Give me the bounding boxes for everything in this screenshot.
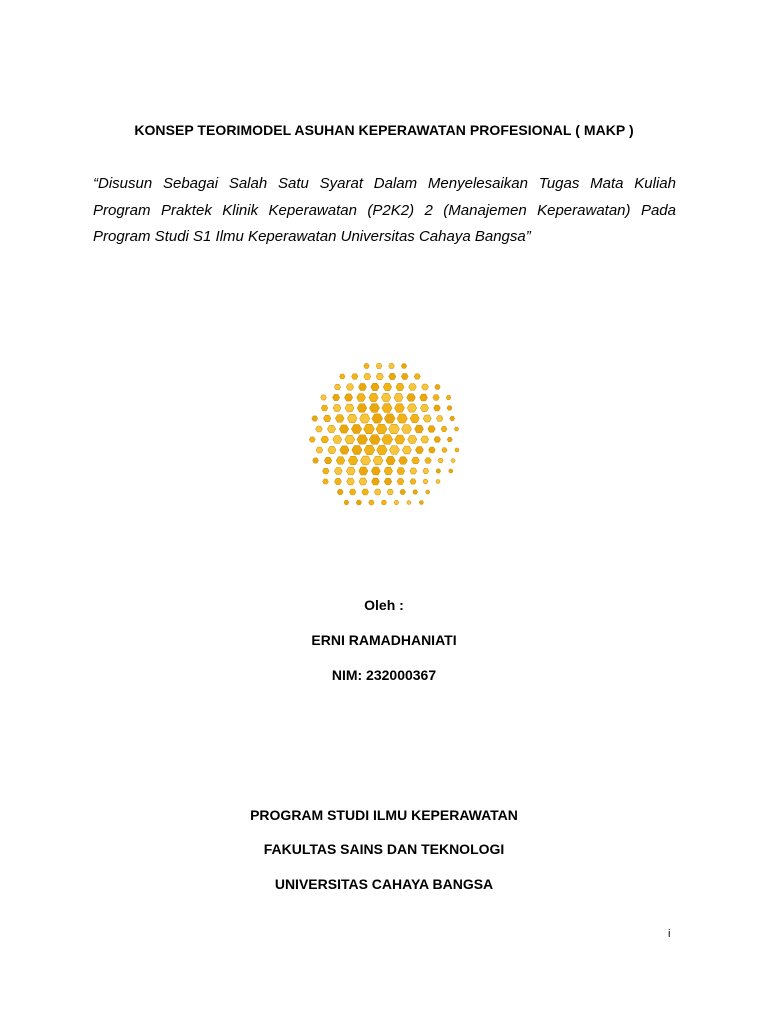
honeycomb-cell — [423, 468, 429, 473]
honeycomb-cell — [423, 479, 428, 483]
honeycomb-cell — [332, 394, 339, 400]
honeycomb-cell — [420, 404, 428, 411]
honeycomb-cell — [433, 395, 440, 401]
honeycomb-cell — [447, 406, 452, 410]
honeycomb-cell — [384, 467, 393, 475]
honeycomb-cell — [327, 425, 335, 432]
honeycomb-cell — [394, 404, 404, 413]
honeycomb-cell — [345, 435, 355, 444]
honeycomb-cell — [428, 426, 436, 433]
honeycomb-cell — [323, 415, 331, 422]
honeycomb-cell — [372, 478, 380, 485]
honeycomb-cell — [415, 425, 424, 433]
honeycomb-cell — [323, 479, 329, 484]
honeycomb-cell — [447, 437, 452, 441]
honeycomb-cell — [389, 373, 396, 379]
honeycomb-cell — [382, 435, 393, 445]
honeycomb-cell — [387, 489, 393, 495]
honeycomb-cell — [412, 457, 420, 464]
honeycomb-cell — [394, 500, 399, 504]
honeycomb-cell — [347, 414, 357, 422]
honeycomb-cell — [376, 424, 387, 434]
honeycomb-cell — [362, 489, 369, 495]
honeycomb-cell — [334, 384, 340, 390]
institution-program: PROGRAM STUDI ILMU KEPERAWATAN — [250, 807, 518, 823]
honeycomb-cell — [421, 436, 429, 443]
honeycomb-cell — [422, 384, 429, 390]
institution-university: UNIVERSITAS CAHAYA BANGSA — [274, 876, 494, 892]
honeycomb-cell — [352, 374, 359, 380]
honeycomb-cell — [399, 457, 408, 465]
honeycomb-cell — [397, 414, 407, 423]
honeycomb-cell — [333, 405, 341, 412]
honeycomb-cell — [309, 437, 315, 442]
honeycomb-cell — [400, 490, 406, 495]
honeycomb-sphere-icon — [300, 358, 468, 518]
honeycomb-cell — [438, 458, 443, 463]
honeycomb-cell — [441, 426, 447, 431]
honeycomb-cell — [395, 435, 405, 444]
honeycomb-cell — [386, 456, 395, 464]
honeycomb-cell — [360, 414, 370, 423]
honeycomb-cell — [369, 393, 378, 401]
honeycomb-cell — [312, 416, 318, 421]
honeycomb-cell — [435, 385, 441, 390]
honeycomb-cell — [359, 478, 367, 485]
honeycomb-cell — [356, 500, 361, 505]
honeycomb-cell — [409, 384, 417, 391]
honeycomb-cell — [364, 424, 375, 433]
author-by-label: Oleh : — [364, 597, 404, 613]
honeycomb-cell — [369, 404, 379, 413]
honeycomb-cell — [360, 456, 370, 465]
honeycomb-cell — [381, 393, 391, 401]
honeycomb-cell — [446, 395, 451, 399]
honeycomb-cell — [313, 458, 319, 463]
honeycomb-cell — [348, 456, 358, 464]
honeycomb-cell — [322, 468, 329, 474]
honeycomb-cell — [394, 393, 403, 401]
honeycomb-cell — [358, 383, 366, 390]
honeycomb-cell — [455, 448, 459, 452]
honeycomb-cell — [357, 435, 368, 444]
honeycomb-cell — [442, 448, 447, 453]
honeycomb-cell — [337, 489, 343, 494]
honeycomb-cell — [357, 394, 366, 402]
honeycomb-cell — [436, 416, 443, 422]
honeycomb-cell — [369, 500, 375, 505]
honeycomb-cell — [397, 468, 405, 475]
honeycomb-cell — [420, 394, 428, 401]
honeycomb-cell — [376, 373, 383, 379]
honeycomb-cell — [364, 373, 371, 379]
honeycomb-cell — [415, 447, 423, 454]
honeycomb-cell — [351, 425, 361, 434]
honeycomb-cell — [407, 501, 411, 505]
honeycomb-cell — [357, 404, 367, 412]
honeycomb-cell — [436, 469, 441, 473]
honeycomb-cell — [384, 414, 395, 423]
honeycomb-cell — [344, 500, 349, 504]
honeycomb-cell — [364, 364, 370, 369]
honeycomb-cell — [344, 394, 352, 401]
honeycomb-cell — [321, 436, 329, 443]
honeycomb-cell — [423, 415, 431, 422]
honeycomb-cell — [402, 446, 411, 454]
honeycomb-cell — [419, 501, 423, 505]
honeycomb-cell — [339, 374, 345, 379]
honeycomb-cell — [328, 446, 336, 453]
honeycomb-cell — [429, 447, 436, 453]
honeycomb-cell — [401, 364, 407, 369]
honeycomb-cell — [410, 414, 419, 422]
honeycomb-cell — [349, 489, 356, 495]
honeycomb-cell — [321, 395, 327, 400]
honeycomb-cell — [339, 425, 349, 433]
honeycomb-cell — [434, 405, 441, 411]
author-name: ERNI RAMADHANIATI — [311, 632, 457, 648]
honeycomb-cell — [316, 426, 323, 432]
honeycomb-cell — [377, 445, 388, 454]
honeycomb-cell — [381, 500, 386, 505]
document-title: KONSEP TEORIMODEL ASUHAN KEPERAWATAN PROFESIONAL ( MAKP ) — [134, 122, 634, 138]
honeycomb-cell — [425, 458, 432, 464]
honeycomb-cell — [336, 457, 345, 465]
honeycomb-cell — [376, 363, 382, 368]
honeycomb-cell — [389, 446, 399, 455]
honeycomb-cell — [371, 467, 380, 475]
honeycomb-cell — [333, 436, 342, 444]
honeycomb-cell — [382, 404, 392, 413]
honeycomb-cell — [371, 383, 379, 390]
honeycomb-cell — [346, 467, 355, 475]
honeycomb-cell — [369, 435, 380, 445]
honeycomb-cell — [450, 416, 455, 420]
honeycomb-cell — [407, 394, 416, 402]
honeycomb-cell — [335, 415, 344, 423]
honeycomb-cell — [372, 414, 383, 423]
honeycomb-cell — [383, 383, 392, 390]
honeycomb-cell — [434, 437, 441, 443]
document-subtitle: “Disusun Sebagai Salah Satu Syarat Dalam Menyelesaikan Tugas Mata Kuliah Program Praktek Klinik Keperawatan (P2K2) 2 (Manajemen Keperawatan) Pada Program Studi S1 Ilmu Keperawatan Universitas Cahaya Bangsa” — [93, 175, 676, 245]
institution-faculty: FAKULTAS SAINS DAN TEKNOLOGI — [263, 841, 505, 857]
honeycomb-cell — [396, 383, 404, 390]
honeycomb-cell — [340, 446, 349, 454]
honeycomb-cell — [346, 384, 353, 390]
honeycomb-cell — [408, 436, 417, 444]
honeycomb-cell — [407, 404, 417, 412]
honeycomb-cell — [413, 490, 418, 494]
honeycomb-cell — [389, 363, 395, 368]
honeycomb-cell — [410, 479, 416, 484]
honeycomb-cell — [436, 480, 440, 484]
honeycomb-cell — [373, 456, 383, 465]
honeycomb-cell — [334, 478, 341, 484]
honeycomb-cell — [345, 404, 354, 412]
honeycomb-cell — [410, 468, 417, 474]
honeycomb-cell — [426, 490, 430, 494]
honeycomb-cell — [384, 478, 392, 485]
honeycomb-cell — [374, 489, 381, 495]
honeycomb-cell — [449, 469, 453, 473]
honeycomb-cell — [451, 459, 455, 463]
honeycomb-cell — [321, 405, 328, 411]
honeycomb-cell — [401, 425, 411, 434]
honeycomb-cell — [397, 478, 404, 484]
honeycomb-cell — [454, 427, 458, 431]
honeycomb-cell — [359, 467, 368, 475]
honeycomb-cell — [389, 424, 400, 434]
honeycomb-cell — [352, 446, 362, 455]
honeycomb-cell — [347, 478, 355, 485]
honeycomb-cell — [414, 374, 420, 379]
university-logo — [300, 358, 468, 518]
honeycomb-cell — [316, 447, 323, 453]
honeycomb-cell — [401, 374, 408, 380]
honeycomb-cell — [324, 457, 332, 464]
page-number: i — [668, 928, 671, 940]
honeycomb-cell — [334, 468, 342, 475]
honeycomb-cell — [364, 445, 375, 454]
author-nim: NIM: 232000367 — [331, 667, 437, 683]
